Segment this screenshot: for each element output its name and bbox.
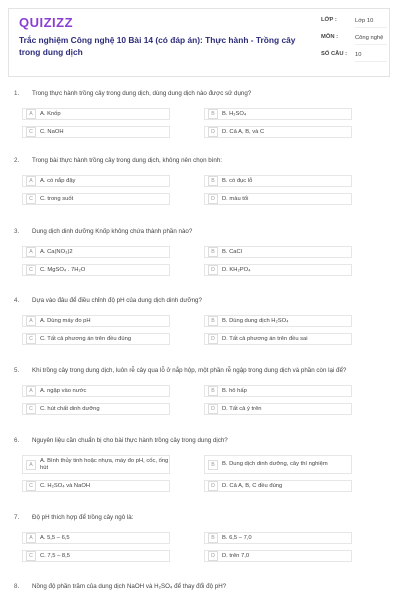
answer-option-box[interactable]	[204, 455, 352, 474]
answer-option-box[interactable]	[22, 175, 170, 187]
answer-option-c[interactable]	[22, 126, 170, 138]
option-text: C. MgSO₄ . 7H₂O	[40, 266, 86, 273]
answer-option-a[interactable]	[22, 246, 170, 258]
option-letter-badge: B	[208, 316, 218, 326]
option-text: C. 7,5 – 8,5	[40, 552, 70, 559]
question-text: Khi trồng cây trong dung dịch, luôn rễ cây qua lỗ ở nắp hộp, một phần rễ ngập trong dung dịch và phần còn lại để?	[32, 367, 347, 374]
answer-option-d[interactable]	[204, 264, 352, 276]
answer-option-c[interactable]	[22, 550, 170, 562]
option-letter-badge: A	[26, 247, 36, 257]
answer-option-d[interactable]	[204, 403, 352, 415]
option-text: A. Dùng máy đo pH	[40, 317, 91, 324]
option-text: B. Dung dịch dinh dưỡng, cây thí nghiệm	[222, 461, 328, 467]
option-letter-badge: B	[208, 176, 218, 186]
option-text: C. H₂SO₄ và NaOH	[40, 482, 91, 489]
meta-value: Công nghệ	[355, 34, 387, 45]
answer-option-box[interactable]	[22, 126, 170, 138]
option-text: B. có đục lỗ	[222, 177, 253, 184]
option-letter-badge: B	[208, 247, 218, 257]
option-text: C. NaOH	[40, 128, 64, 135]
meta-info	[321, 17, 387, 68]
answer-option-c[interactable]	[22, 193, 170, 205]
answer-option-box[interactable]	[204, 550, 352, 562]
answer-option-a[interactable]	[22, 455, 170, 474]
option-letter-badge: D	[208, 551, 218, 561]
answer-option-box[interactable]	[204, 108, 352, 120]
answer-option-d[interactable]	[204, 550, 352, 562]
answer-option-box[interactable]	[22, 550, 170, 562]
answer-option-d[interactable]	[204, 480, 352, 492]
option-letter-badge: A	[26, 386, 36, 396]
option-text: B. hô hấp	[222, 387, 247, 394]
question-text: Trong thực hành trồng cây trong dung dịch, dùng dung dịch nào được sử dụng?	[32, 90, 252, 97]
option-letter-badge: A	[26, 316, 36, 326]
answer-option-a[interactable]	[22, 108, 170, 120]
answer-option-box[interactable]	[204, 480, 352, 492]
answer-option-b[interactable]	[204, 108, 352, 120]
answer-option-box[interactable]	[22, 108, 170, 120]
meta-value: 10	[355, 51, 387, 62]
option-letter-badge: C	[26, 404, 36, 414]
meta-row-count	[321, 51, 387, 62]
answer-option-b[interactable]	[204, 175, 352, 187]
answer-option-box[interactable]	[204, 193, 352, 205]
answer-option-a[interactable]	[22, 532, 170, 544]
option-letter-badge: A	[26, 533, 36, 543]
answer-option-b[interactable]	[204, 532, 352, 544]
answer-option-box[interactable]	[22, 333, 170, 345]
answer-option-c[interactable]	[22, 480, 170, 492]
answer-option-a[interactable]	[22, 175, 170, 187]
answer-option-b[interactable]	[204, 455, 352, 474]
option-text: B. 6,5 – 7,0	[222, 534, 252, 541]
option-letter-badge: A	[26, 109, 36, 119]
question-text: Nguyên liệu cần chuẩn bị cho bài thực hành trồng cây trong dung dịch?	[32, 437, 228, 444]
option-letter-badge: D	[208, 127, 218, 137]
option-text: D. Cả A, B, C đều đúng	[222, 482, 283, 489]
answer-option-box[interactable]	[22, 246, 170, 258]
option-text: C. Tất cả phương án trên đều đúng	[40, 335, 132, 342]
document-header	[8, 8, 390, 77]
option-text: D. màu tối	[222, 195, 249, 202]
meta-key: MÔN :	[321, 34, 339, 40]
question-text: Nồng độ phần trăm của dung dịch NaOH và H₂SO₄ để thay đổi độ pH?	[32, 583, 227, 590]
meta-value: Lớp 10	[355, 17, 387, 28]
option-letter-badge: C	[26, 334, 36, 344]
option-text: B. H₂SO₄	[222, 110, 247, 117]
answer-option-box[interactable]	[22, 403, 170, 415]
option-letter-badge: D	[208, 265, 218, 275]
option-letter-badge: C	[26, 127, 36, 137]
answer-option-box[interactable]	[22, 455, 170, 474]
answer-option-box[interactable]	[22, 532, 170, 544]
option-letter-badge: C	[26, 194, 36, 204]
answer-option-box[interactable]	[22, 385, 170, 397]
option-text: C. hút chất dinh dưỡng	[40, 405, 100, 412]
question-text: Trong bài thực hành trồng cây trong dung dịch, không nên chọn bình:	[32, 157, 223, 164]
meta-key: SỐ CÂU :	[321, 51, 348, 57]
answer-option-box[interactable]	[204, 246, 352, 258]
answer-option-a[interactable]	[22, 385, 170, 397]
answer-option-c[interactable]	[22, 333, 170, 345]
question-text: Độ pH thích hợp để trồng cây ngô là:	[32, 514, 134, 521]
answer-option-box[interactable]	[204, 126, 352, 138]
option-letter-badge: C	[26, 481, 36, 491]
answer-option-box[interactable]	[204, 315, 352, 327]
question-number: 1.	[14, 90, 20, 97]
quizizz-logo: QUIZIZZ	[19, 15, 74, 30]
option-text: D. KH₂PO₄	[222, 266, 251, 273]
option-letter-badge: B	[208, 460, 218, 470]
option-letter-badge: A	[26, 460, 36, 470]
answer-option-b[interactable]	[204, 315, 352, 327]
question-number: 8.	[14, 583, 20, 590]
question-number: 4.	[14, 297, 20, 304]
answer-option-box[interactable]	[22, 264, 170, 276]
question-number: 7.	[14, 514, 20, 521]
option-text: B. CaCl	[222, 248, 242, 255]
option-text: D. Tất cả ý trên	[222, 405, 262, 412]
answer-option-box[interactable]	[204, 175, 352, 187]
answer-option-box[interactable]	[204, 264, 352, 276]
meta-row-class	[321, 17, 387, 28]
option-text: A. Ca(NO₃)2	[40, 248, 73, 255]
option-letter-badge: C	[26, 265, 36, 275]
option-letter-badge: D	[208, 481, 218, 491]
document-title: Trắc nghiệm Công nghệ 10 Bài 14 (có đáp án): Thực hành - Trồng cây trong dung dịch	[19, 35, 296, 57]
answer-option-box[interactable]	[22, 480, 170, 492]
answer-option-d[interactable]	[204, 333, 352, 345]
option-letter-badge: B	[208, 109, 218, 119]
option-text: A. Bình thủy tinh hoặc nhựa, máy đo pH, cốc, ống hút	[40, 457, 169, 471]
option-letter-badge: B	[208, 386, 218, 396]
meta-key: LỚP :	[321, 17, 337, 23]
meta-row-subject	[321, 34, 387, 45]
answer-option-box[interactable]	[204, 385, 352, 397]
option-text: B. Dùng dung dịch H₂SO₄	[222, 317, 289, 324]
option-text: A. có nắp đậy	[40, 177, 76, 184]
question-text: Dựa vào đâu để điều chỉnh độ pH của dung dịch dinh dưỡng?	[32, 297, 202, 304]
option-letter-badge: C	[26, 551, 36, 561]
answer-option-d[interactable]	[204, 126, 352, 138]
question-number: 2.	[14, 157, 20, 164]
option-text: C. trong suốt	[40, 195, 74, 202]
question-text: Dung dịch dinh dưỡng Knốp không chứa thành phần nào?	[32, 228, 193, 235]
question-number: 5.	[14, 367, 20, 374]
answer-option-box[interactable]	[204, 333, 352, 345]
option-text: A. Knốp	[40, 110, 61, 117]
option-letter-badge: D	[208, 194, 218, 204]
answer-option-b[interactable]	[204, 385, 352, 397]
answer-option-b[interactable]	[204, 246, 352, 258]
option-text: D. Cả A, B, và C	[222, 128, 265, 135]
answer-option-c[interactable]	[22, 264, 170, 276]
answer-option-a[interactable]	[22, 315, 170, 327]
option-letter-badge: D	[208, 334, 218, 344]
option-text: A. ngập vào nước	[40, 387, 87, 394]
option-text: A. 5,5 – 6,5	[40, 534, 70, 541]
answer-option-box[interactable]	[22, 193, 170, 205]
question-number: 6.	[14, 437, 20, 444]
option-letter-badge: B	[208, 533, 218, 543]
option-letter-badge: A	[26, 176, 36, 186]
option-text: D. trên 7,0	[222, 552, 250, 559]
answer-option-c[interactable]	[22, 403, 170, 415]
answer-option-box[interactable]	[22, 315, 170, 327]
option-letter-badge: D	[208, 404, 218, 414]
question-number: 3.	[14, 228, 20, 235]
option-text: D. Tất cả phương án trên đều sai	[222, 335, 308, 342]
answer-option-box[interactable]	[204, 403, 352, 415]
answer-option-d[interactable]	[204, 193, 352, 205]
answer-option-box[interactable]	[204, 532, 352, 544]
